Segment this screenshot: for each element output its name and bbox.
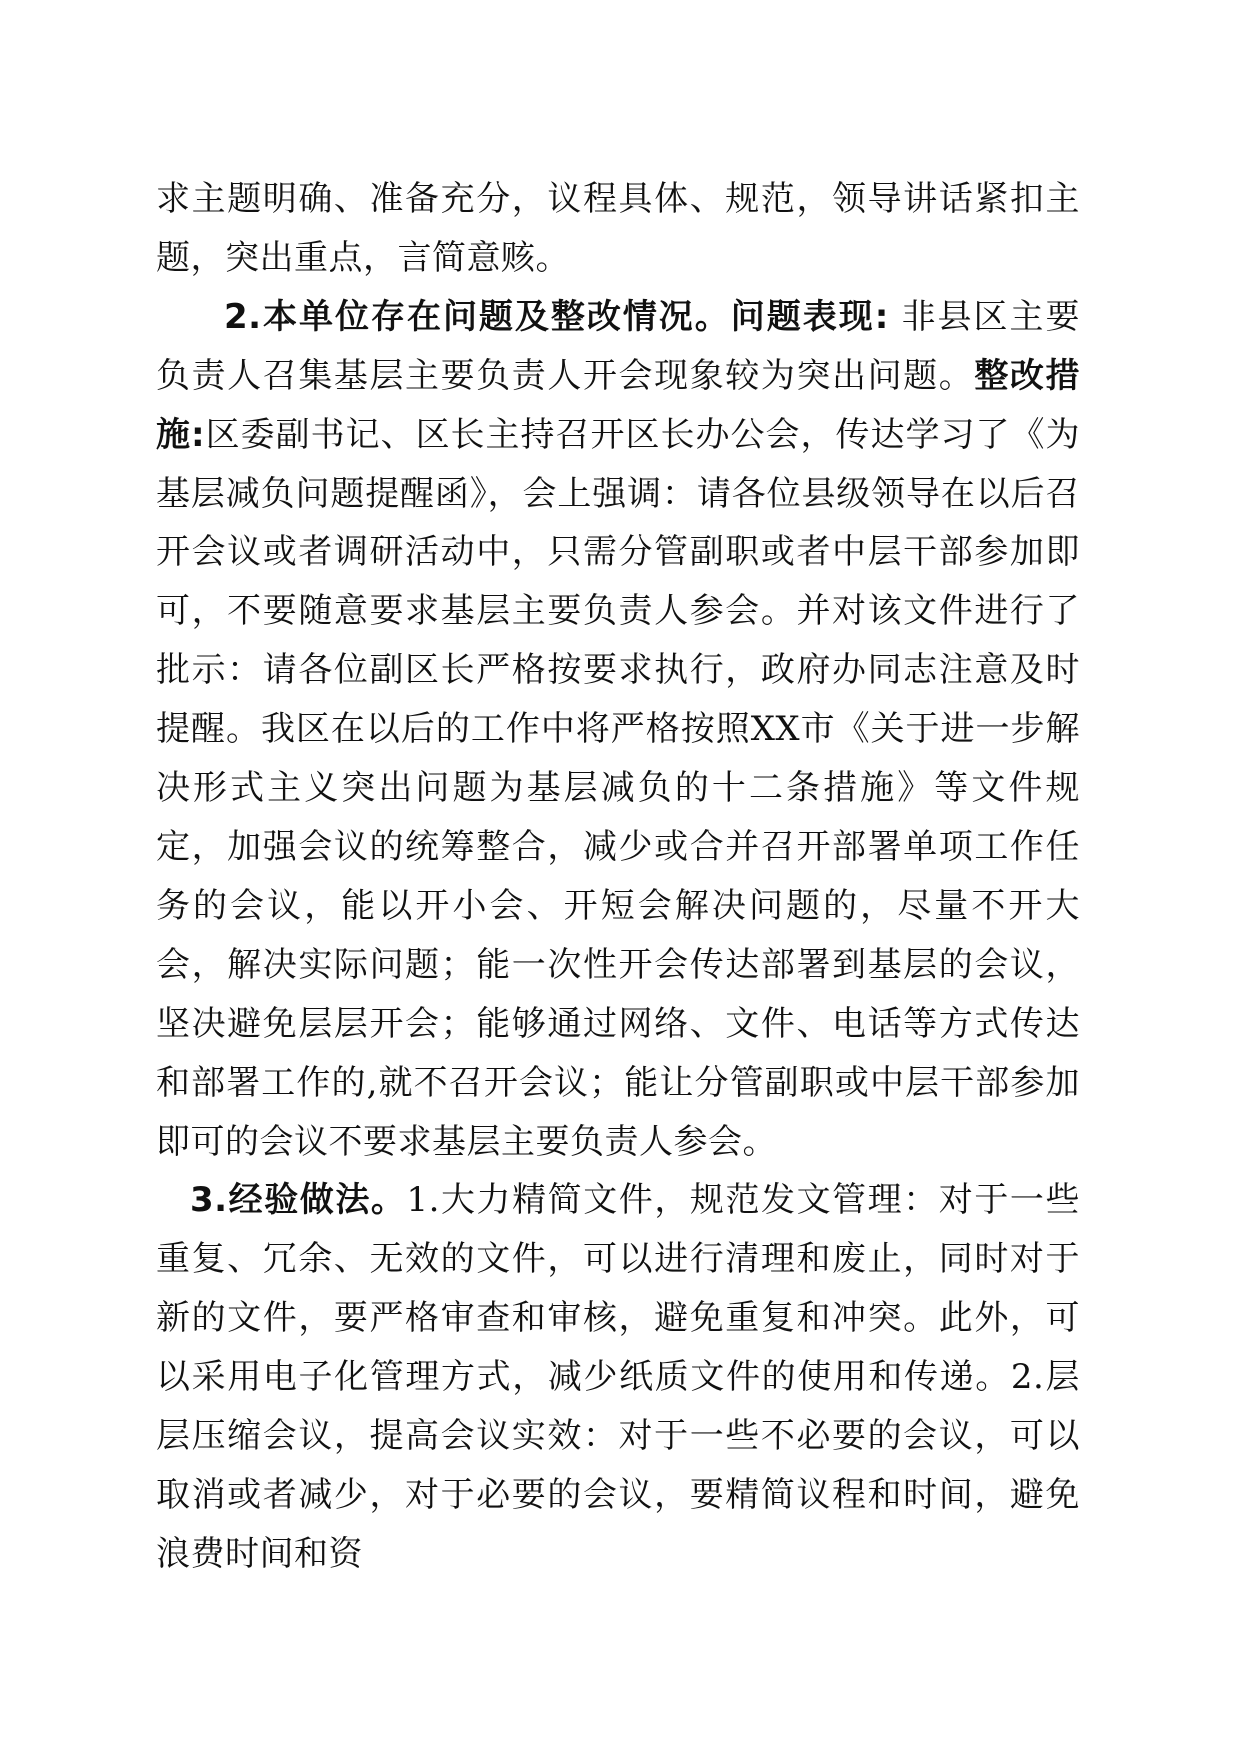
problem-label: 问题表现: [730,296,889,337]
measures-label: 整改措施: [156,355,1081,455]
document-body [156,170,1080,1584]
paragraph-rectification [156,288,1080,1172]
problem-text: 非县区主要负责人召集基层主要负责人开会现象较为突出问题。 [156,296,1080,396]
section-3-heading: 3.经验做法。 [190,1180,407,1221]
experience-text: 1.大力精简文件，规范发文管理：对于一些重复、冗余、无效的文件，可以进行清理和废止，同时对于新的文件，要严格审查和审核，避免重复和冲突。此外，可以采用电子化管理方式，减少纸质文件的使用和传递。2.层层压缩会议，提高会议实效：对于一些不必要的会议，可以取消或者减少，对于必要的会议，要精简议程和时间，避免浪费时间和资 [156,1180,1080,1574]
paragraph-1-text: 求主题明确、准备充分，议程具体、规范，领导讲话紧扣主题，突出重点，言简意赅。 [156,179,1080,278]
measures-text: 区委副书记、区长主持召开区长办公会，传达学习了《为基层减负问题提醒函》，会上强调：请各位县级领导在以后召开会议或者调研活动中，只需分管副职或者中层干部参加即可，不要随意要求基层主要负责人参会。并对该文件进行了批示：请各位副区长严格按要求执行，政府办同志注意及时提醒。我区在以后的工作中将严格按照XX市《关于进一步解决形式主义突出问题为基层减负的十二条措施》等文件规定，加强会议的统筹整合，减少或合并召开部署单项工作任务的会议，能以开小会、开短会解决问题的，尽量不开大会，解决实际问题；能一次性开会传达部署到基层的会议，坚决避免层层开会；能够通过网络、文件、电话等方式传达和部署工作的,就不召开会议；能让分管副职或中层干部参加即可的会议不要求基层主要负责人参会。 [156,414,1080,1162]
section-2-heading: 2.本单位存在问题及整改情况。 [224,296,731,337]
paragraph-experience [156,1171,1080,1583]
paragraph-continuation [156,170,1080,288]
